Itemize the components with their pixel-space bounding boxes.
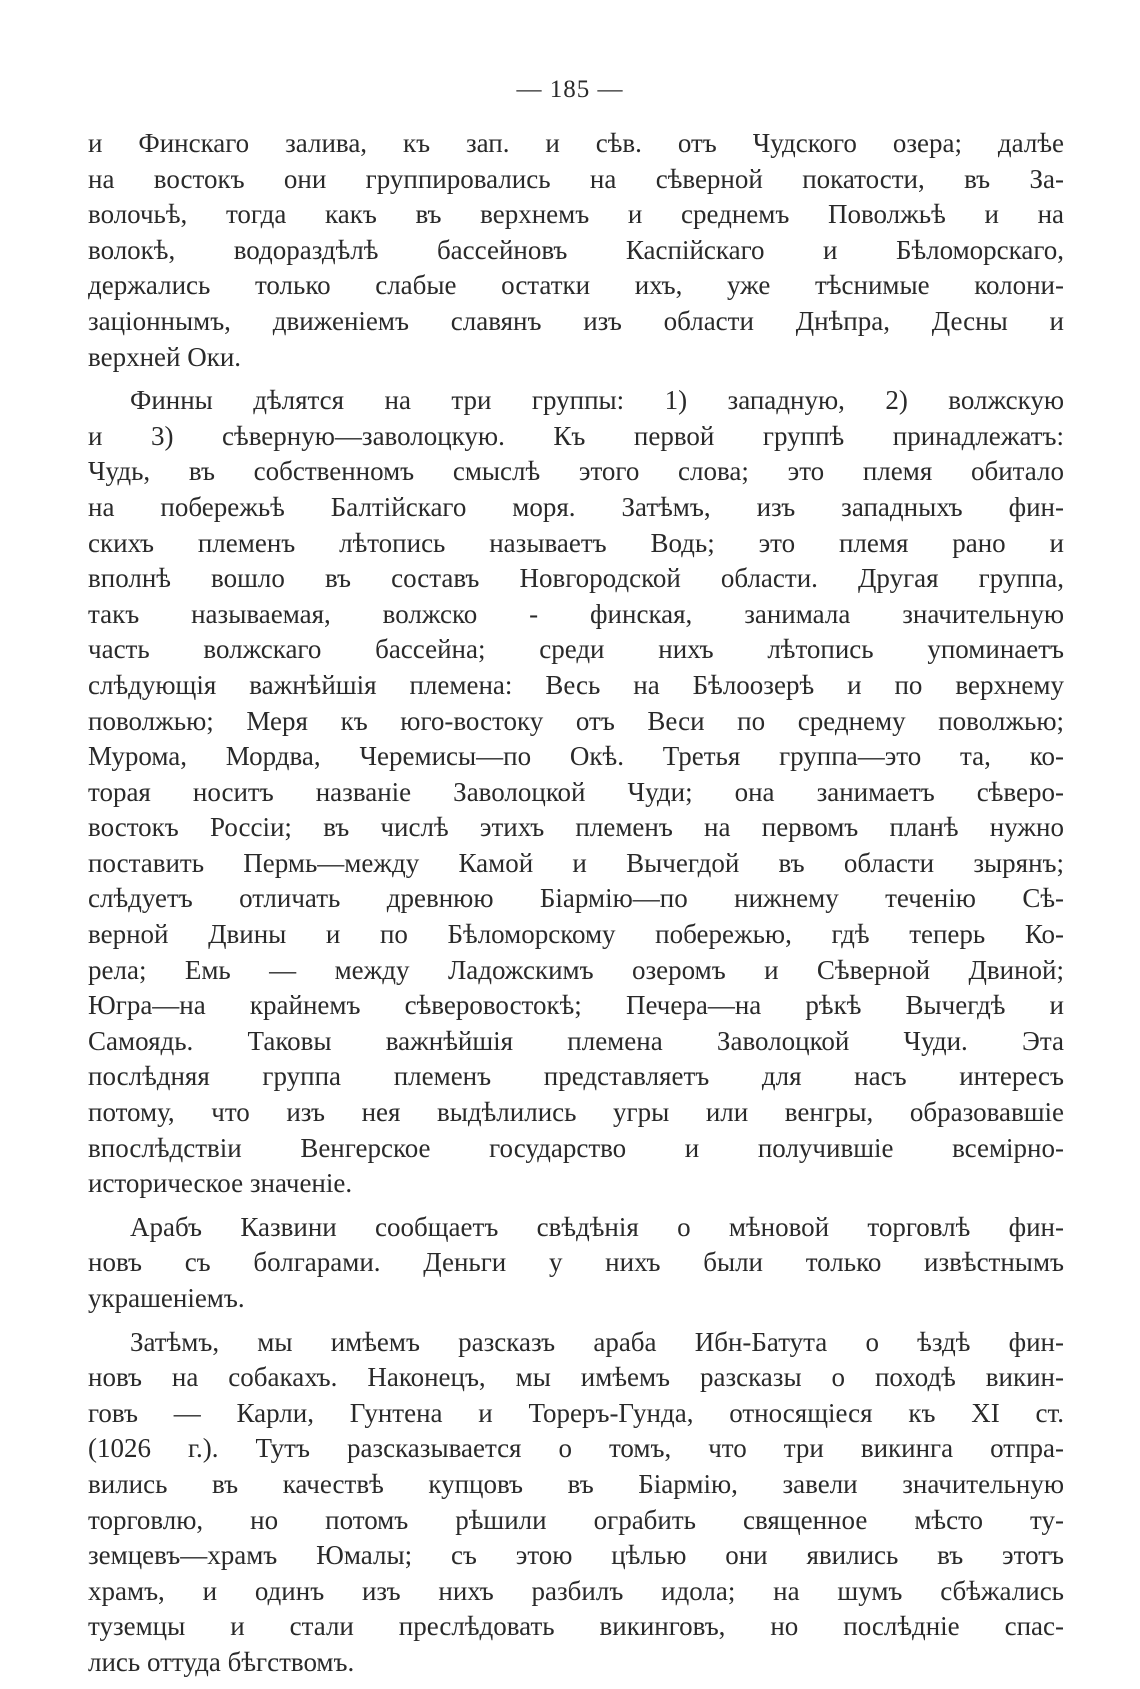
text-line: Югра—на крайнемъ сѣверовостокѣ; Печера—на рѣкѣ Вычегдѣ и xyxy=(88,990,1064,1021)
text-line: держались только слабые остатки ихъ, уже тѣснимые колони- xyxy=(88,270,1064,301)
text-line: и Финскаго залива, къ зап. и сѣв. отъ Чудского озера; далѣе xyxy=(88,128,1064,158)
paragraph xyxy=(88,1325,1064,1681)
text-line: на побережьѣ Балтiйскаго моря. Затѣмъ, изъ западныхъ фин- xyxy=(88,491,1064,522)
text-line: лись оттуда бѣгствомъ. xyxy=(88,1646,355,1677)
text-line: торговлю, но потомъ рѣшили ограбить священное мѣсто ту- xyxy=(88,1504,1064,1535)
text-line: земцевъ—храмъ Юмалы; съ этою цѣлью они явились въ этотъ xyxy=(88,1540,1064,1571)
text-line: Чудь, въ собственномъ смыслѣ этого слова; это племя обитало xyxy=(88,456,1064,487)
text-line: (1026 г.). Тутъ разсказывается о томъ, что три викинга отпра- xyxy=(88,1433,1064,1464)
text-line: говъ — Карли, Гунтена и Тореръ-Гунда, относящiеся къ XI ст. xyxy=(88,1397,1064,1428)
text-line: потому, что изъ нея выдѣлились угры или венгры, образовавшiе xyxy=(88,1097,1064,1128)
text-line: волокѣ, водораздѣлѣ бассейновъ Каспiйскаго и Бѣломорскаго, xyxy=(88,234,1064,265)
text-line: верхней Оки. xyxy=(88,341,242,372)
text-line: востокъ Россiи; въ числѣ этихъ племенъ на первомъ планѣ нужно xyxy=(88,812,1064,843)
text-line: послѣдняя группа племенъ представляетъ для насъ интересъ xyxy=(88,1061,1064,1092)
text-line: Затѣмъ, мы имѣемъ разсказъ араба Ибн-Батута о ѣздѣ фин- xyxy=(130,1326,1064,1357)
text-line: часть волжскаго бассейна; среди нихъ лѣтопись упоминаетъ xyxy=(88,634,1064,665)
text-line: зацiоннымъ, движенiемъ славянъ изъ области Днѣпра, Десны и xyxy=(88,305,1064,336)
text-line: торая носитъ названiе Заволоцкой Чуди; она занимаетъ сѣверо- xyxy=(88,776,1064,807)
text-line: поставить Пермь—между Камой и Вычегдой въ области зырянъ; xyxy=(88,847,1064,878)
text-line: слѣдующiя важнѣйшiя племена: Весь на Бѣлоозерѣ и по верхнему xyxy=(88,669,1064,700)
text-line: вполнѣ вошло въ составъ Новгородской области. Другая группа, xyxy=(88,563,1064,594)
paragraph xyxy=(88,1210,1064,1317)
text-line: скихъ племенъ лѣтопись называетъ Водь; это племя рано и xyxy=(88,527,1064,558)
text-line: Самоядь. Таковы важнѣйшiя племена Заволоцкой Чуди. Эта xyxy=(88,1025,1064,1056)
text-line: новъ на собакахъ. Наконецъ, мы имѣемъ разсказы о походѣ викин- xyxy=(88,1362,1064,1393)
text-line: на востокъ они группировались на сѣверной покатости, въ За- xyxy=(88,163,1064,194)
text-line: туземцы и стали преслѣдовать викинговъ, но послѣднiе спас- xyxy=(88,1611,1064,1642)
text-line: впослѣдствiи Венгерское государство и получившiе всемiрно- xyxy=(88,1132,1064,1163)
paragraph xyxy=(88,383,1064,1202)
text-line: поволжью; Меря къ юго-востоку отъ Веси по среднему поволжью; xyxy=(88,705,1064,736)
text-line: историческое значенiе. xyxy=(88,1168,353,1199)
text-line: рела; Емь — между Ладожскимъ озеромъ и Сѣверной Двиной; xyxy=(88,954,1064,985)
text-line: верной Двины и по Бѣломорскому побережью, гдѣ теперь Ко- xyxy=(88,919,1064,950)
paragraph xyxy=(88,126,1064,375)
text-line: храмъ, и одинъ изъ нихъ разбилъ идола; на шумъ сбѣжались xyxy=(88,1575,1064,1606)
text-line: Финны дѣлятся на три группы: 1) западную, 2) волжскую xyxy=(130,385,1064,416)
text-line: Мурома, Мордва, Черемисы—по Окѣ. Третья группа—это та, ко- xyxy=(88,741,1064,772)
body-text xyxy=(88,126,1064,1689)
text-line: украшенiемъ. xyxy=(88,1283,245,1313)
text-line: новъ съ болгарами. Деньги у нихъ были только извѣстнымъ xyxy=(88,1247,1064,1278)
text-line: волочьѣ, тогда какъ въ верхнемъ и среднемъ Поволжьѣ и на xyxy=(88,199,1064,230)
text-line: вились въ качествѣ купцовъ въ Бiармiю, завели значительную xyxy=(88,1468,1064,1499)
text-line: Арабъ Казвини сообщаетъ свѣдѣнiя о мѣновой торговлѣ фин- xyxy=(130,1211,1064,1242)
text-line: и 3) сѣверную—заволоцкую. Къ первой группѣ принадлежатъ: xyxy=(88,420,1064,451)
text-line: такъ называемая, волжско - финская, занимала значительную xyxy=(88,598,1064,629)
text-line: слѣдуетъ отличать древнюю Бiармiю—по нижнему теченiю Сѣ- xyxy=(88,883,1064,914)
page-number: — 185 — xyxy=(516,76,624,103)
